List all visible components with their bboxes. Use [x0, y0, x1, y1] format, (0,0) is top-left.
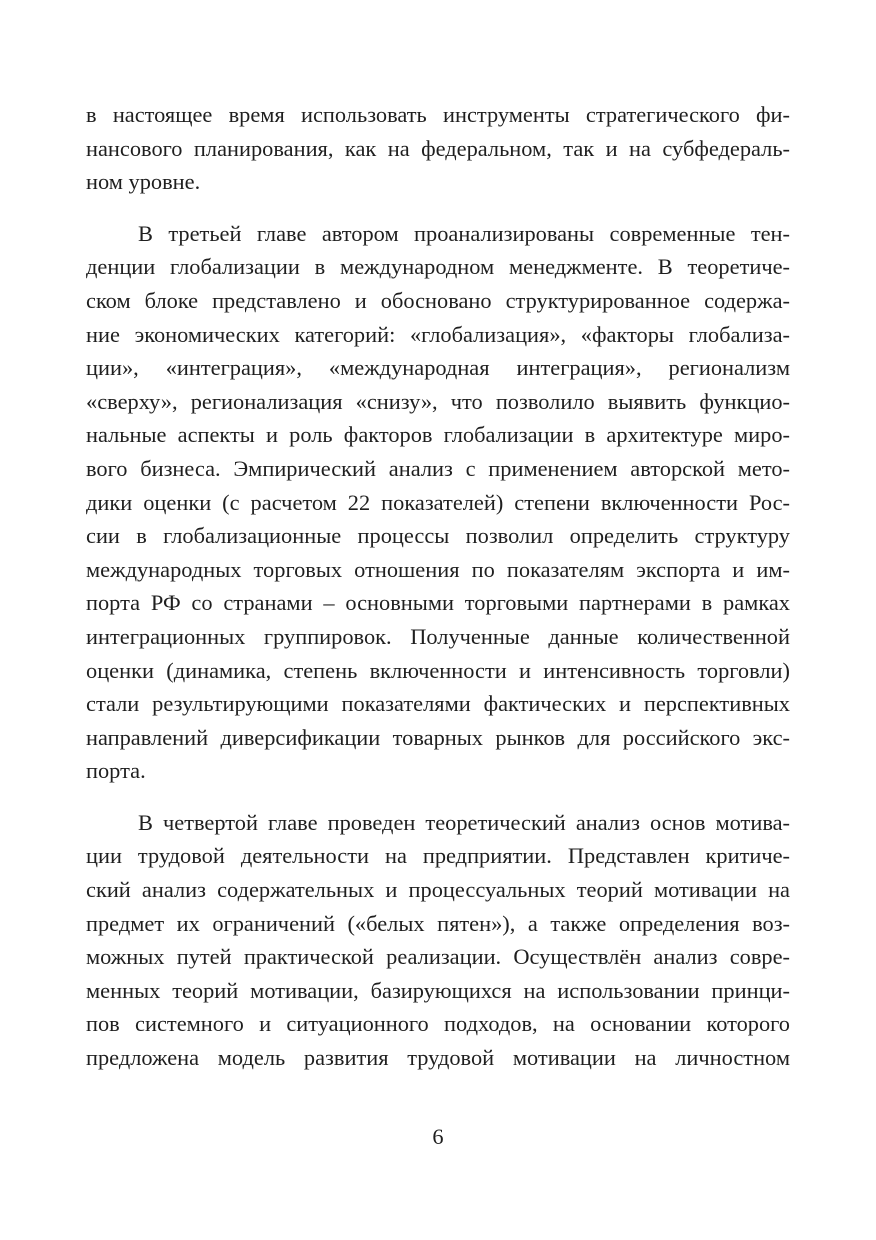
text-line: «сверху», регионализация «снизу», что позволило выявить функцио- [86, 388, 790, 414]
text-line: ции трудовой деятельности на предприятии. Представлен критиче- [86, 843, 790, 869]
text-line: порта РФ со странами – основными торговыми партнерами в рамках [86, 590, 790, 616]
text-line: интеграционных группировок. Полученные данные количественной [86, 623, 790, 649]
text-line: В четвертой главе проведен теоретический анализ основ мотива- [138, 809, 790, 835]
text-line: дики оценки (с расчетом 22 показателей) степени включенности Рос- [86, 489, 790, 515]
text-line: в настоящее время использовать инструменты стратегического фи- [86, 102, 790, 127]
body-text [86, 98, 790, 1075]
paragraph-2 [86, 217, 790, 788]
paragraph-3 [86, 806, 790, 1075]
paragraph-spacer [86, 199, 790, 217]
text-line: ции», «интеграция», «международная интеграция», регионализм [86, 355, 790, 381]
text-line: нансового планирования, как на федеральном, так и на субфедераль- [86, 135, 790, 161]
text-line: сии в глобализационные процессы позволил определить структуру [86, 523, 790, 549]
paragraph-spacer [86, 788, 790, 806]
page-number: 6 [432, 1124, 444, 1149]
text-line: В третьей главе автором проанализированы современные тен- [138, 220, 790, 246]
text-line: ние экономических категорий: «глобализация», «факторы глобализа- [86, 321, 790, 347]
text-line: ном уровне. [86, 169, 201, 195]
text-line: ский анализ содержательных и процессуальных теорий мотивации на [86, 877, 790, 903]
text-line: предложена модель развития трудовой мотивации на личностном [86, 1045, 790, 1071]
text-line: денции глобализации в международном менеджменте. В теоретиче- [86, 254, 790, 280]
text-line: вого бизнеса. Эмпирический анализ с применением авторской мето- [86, 455, 790, 481]
text-line: направлений диверсификации товарных рынков для российского экс- [86, 724, 790, 750]
paragraph-1 [86, 98, 790, 199]
text-line: международных торговых отношения по показателям экспорта и им- [86, 556, 790, 582]
text-line: порта. [86, 758, 146, 784]
text-line: стали результирующими показателями фактических и перспективных [86, 691, 790, 717]
text-line: можных путей практической реализации. Осуществлён анализ совре- [86, 944, 790, 970]
text-line: предмет их ограничений («белых пятен»), а также определения воз- [86, 910, 790, 936]
text-line: пов системного и ситуационного подходов, на основании которого [86, 1011, 790, 1037]
text-line: ском блоке представлено и обосновано структурированное содержа- [86, 287, 790, 313]
text-line: нальные аспекты и роль факторов глобализации в архитектуре миро- [86, 422, 790, 448]
text-line: менных теорий мотивации, базирующихся на использовании принци- [86, 977, 790, 1003]
text-line: оценки (динамика, степень включенности и интенсивность торговли) [86, 657, 790, 683]
